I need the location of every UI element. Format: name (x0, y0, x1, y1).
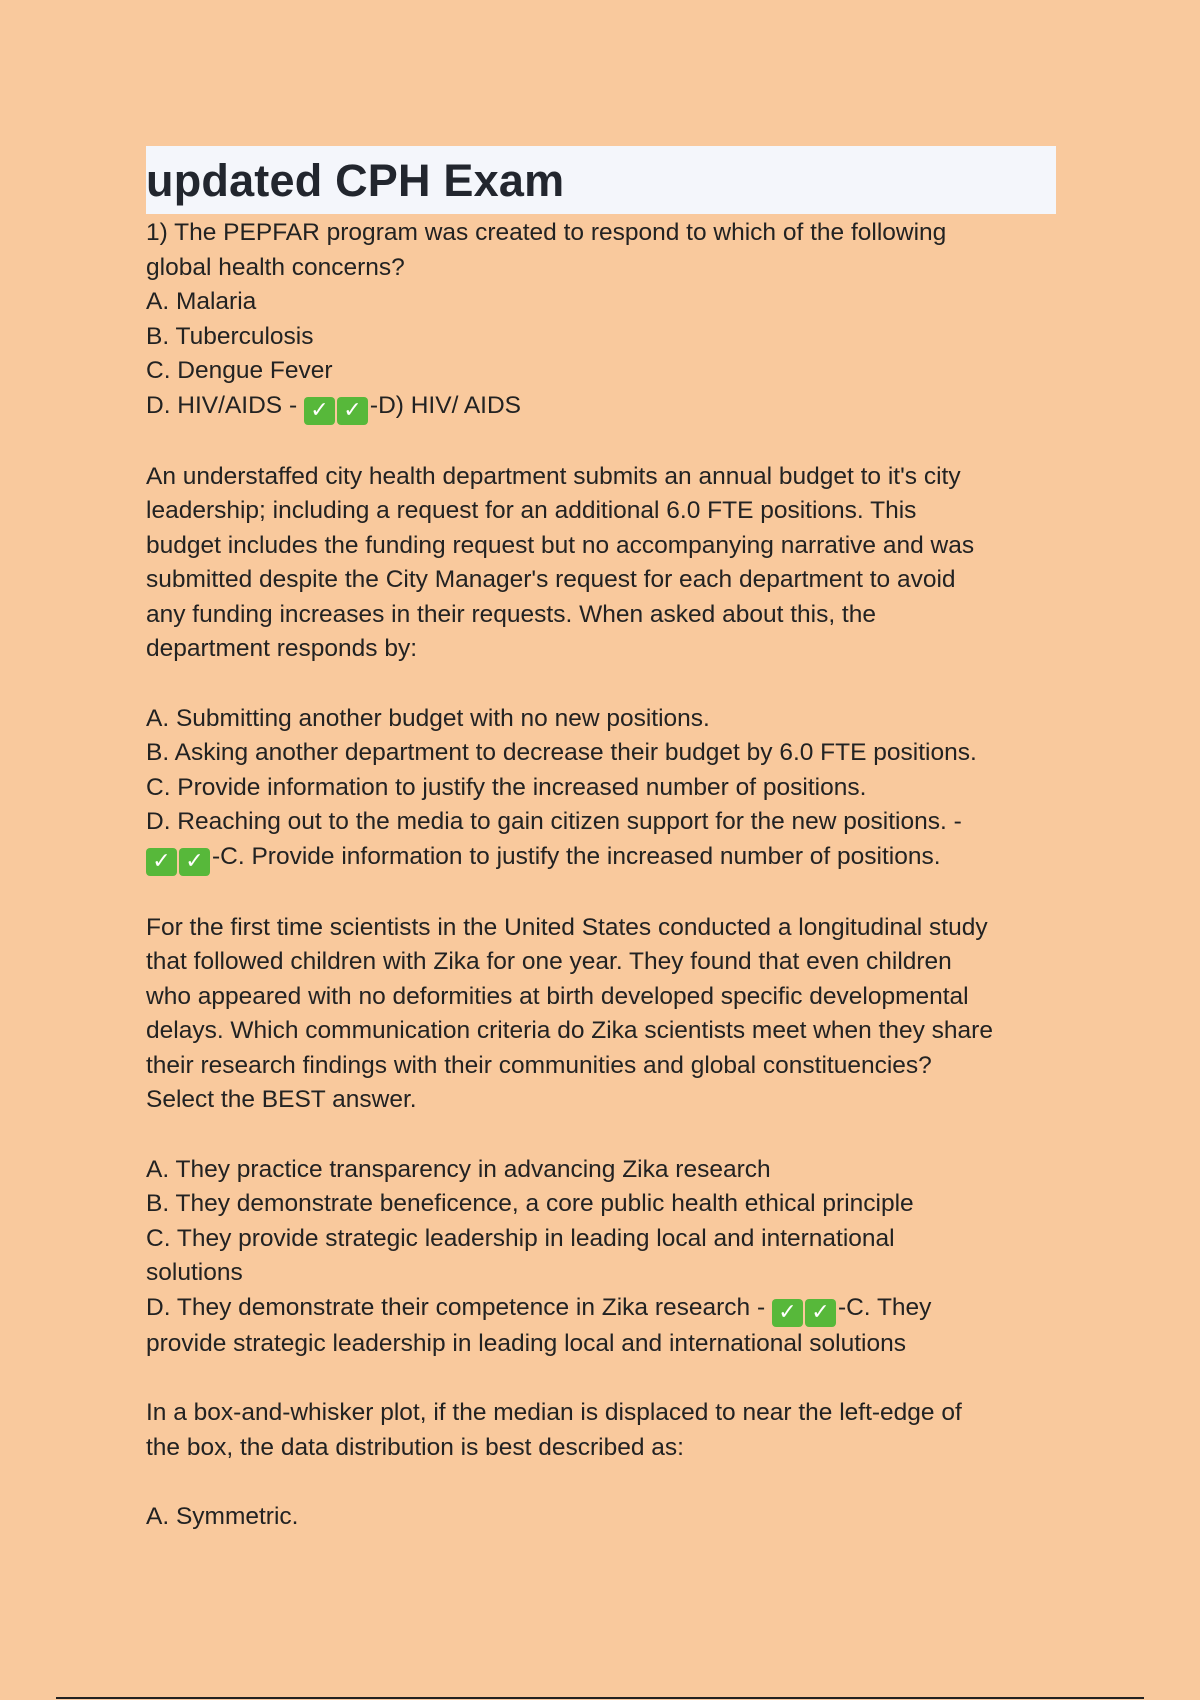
question-1-line: global health concerns? (146, 253, 405, 281)
question-3-stem-line: delays. Which communication criteria do Zika scientists meet when they share (146, 1017, 993, 1044)
question-2-stem-line: leadership; including a request for an additional 6.0 FTE positions. This (146, 497, 917, 524)
question-2-answer: -C. Provide information to justify the increased number of positions. (212, 842, 941, 870)
question-2 (146, 460, 1056, 876)
title-bar (146, 146, 1056, 214)
question-1-option-b: B. Tuberculosis (146, 322, 314, 350)
question-2-option-b: B. Asking another department to decrease their budget by 6.0 FTE positions. (146, 739, 977, 766)
check-mark-icon: ✓ (304, 397, 335, 425)
question-4-option-a: A. Symmetric. (146, 1503, 299, 1530)
question-1-line: 1) The PEPFAR program was created to respond to which of the following (146, 219, 947, 246)
check-mark-icon: ✓ (772, 1299, 803, 1327)
question-3-option-b: B. They demonstrate beneficence, a core public health ethical principle (146, 1190, 914, 1217)
question-1 (146, 216, 1056, 425)
question-3-answer: -C. They (837, 1293, 932, 1321)
question-2-stem-line: department responds by: (146, 635, 418, 662)
exam-page (146, 146, 1056, 1535)
question-2-stem-line: An understaffed city health department submits an annual budget to it's city (146, 462, 961, 490)
check-mark-icon: ✓ (805, 1299, 836, 1327)
question-3-answer-continued: provide strategic leadership in leading local and international solutions (146, 1329, 906, 1357)
check-mark-icon: ✓ (337, 397, 368, 425)
question-3-option-c: C. They provide strategic leadership in leading local and international (146, 1224, 895, 1252)
question-3-option-d: D. They demonstrate their competence in Zika research - (146, 1293, 772, 1321)
question-3 (146, 911, 1056, 1362)
question-3-option-a: A. They practice transparency in advancing Zika research (146, 1155, 771, 1183)
question-3-stem-line: For the first time scientists in the United States conducted a longitudinal study (146, 913, 988, 941)
page-title: updated CPH Exam (146, 154, 565, 206)
question-2-stem-line: budget includes the funding request but no accompanying narrative and was (146, 531, 975, 559)
question-3-stem-line: that followed children with Zika for one year. They found that even children (146, 948, 952, 975)
question-1-option-c: C. Dengue Fever (146, 357, 333, 384)
question-2-option-a: A. Submitting another budget with no new positions. (146, 704, 710, 732)
question-3-option-c-continued: solutions (146, 1259, 243, 1286)
question-2-answer-line (146, 840, 1056, 876)
question-1-option-d: D. HIV/AIDS - (146, 391, 304, 419)
question-2-stem-line: any funding increases in their requests. When asked about this, the (146, 600, 876, 628)
question-1-answer-line (146, 389, 1056, 425)
question-4-stem-line: the box, the data distribution is best described as: (146, 1433, 684, 1461)
check-mark-icon: ✓ (179, 848, 210, 876)
question-2-stem-line: submitted despite the City Manager's request for each department to avoid (146, 566, 956, 593)
question-1-option-a: A. Malaria (146, 288, 257, 315)
question-4 (146, 1396, 1056, 1535)
question-3-stem-line: Select the BEST answer. (146, 1086, 417, 1113)
question-1-answer: -D) HIV/ AIDS (369, 391, 522, 419)
bottom-divider (56, 1697, 1144, 1699)
question-2-option-d: D. Reaching out to the media to gain citizen support for the new positions. - (146, 808, 962, 835)
question-3-stem-line: their research findings with their communities and global constituencies? (146, 1051, 932, 1079)
check-mark-icon: ✓ (146, 848, 177, 876)
question-2-option-c: C. Provide information to justify the increased number of positions. (146, 773, 867, 801)
question-3-answer-line (146, 1291, 1056, 1327)
question-4-stem-line: In a box-and-whisker plot, if the median is displaced to near the left-edge of (146, 1399, 962, 1426)
question-3-stem-line: who appeared with no deformities at birth developed specific developmental (146, 982, 969, 1010)
